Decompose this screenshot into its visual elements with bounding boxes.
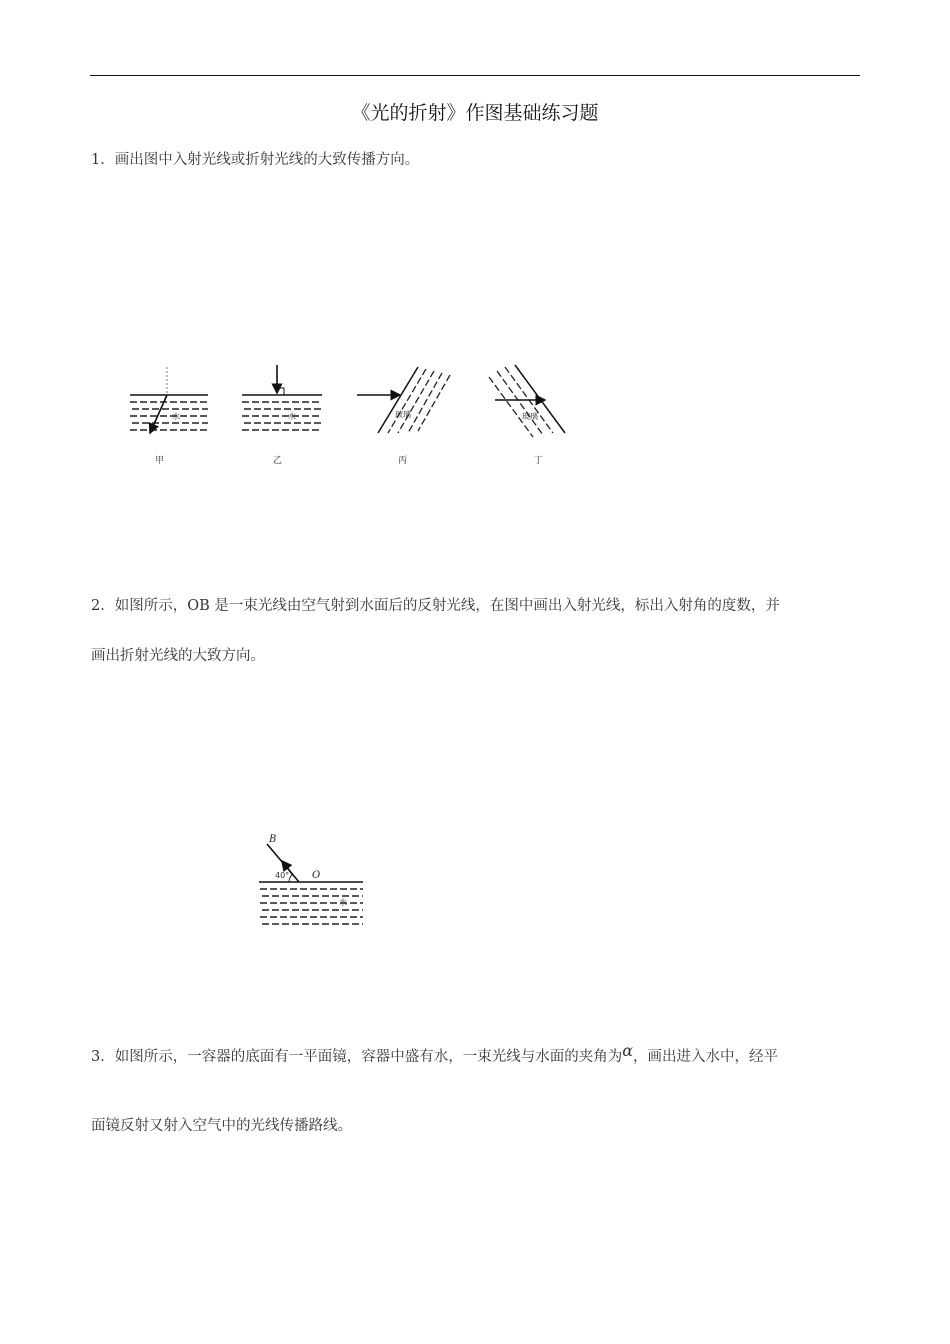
question-2-line-2: 画出折射光线的大致方向。 [91,648,265,664]
top-rule [90,75,860,76]
question-3-text-after: ，画出进入水中，经平 [633,1049,779,1065]
diagram-jia [130,367,208,466]
alpha-symbol: α [622,1041,634,1060]
label-jia: 甲 [155,456,165,466]
water-label-yi: 水 [288,412,296,421]
glass-label-bing: 玻璃 [395,410,411,419]
question-3-line-2: 面镜反射又射入空气中的光线传播路线。 [91,1118,352,1134]
angle-label: 40° [275,871,290,880]
diagram-bing [357,367,450,466]
figure-2 [255,830,370,930]
diagram-ding [489,365,565,466]
label-bing: 丙 [398,456,408,466]
point-b-label: B [269,834,277,845]
question-1-text: 1．画出图中入射光线或折射光线的大致传播方向。 [91,152,420,168]
glass-label-ding: 玻璃 [522,412,538,421]
point-o-label: O [312,870,321,881]
water-label-jia: 水 [172,412,180,421]
question-3-line-1 [91,1041,861,1066]
water-label-fig2: 水 [339,898,347,907]
figure-1 [120,355,580,475]
label-yi: 乙 [273,456,283,466]
diagram-yi [242,365,322,466]
question-3-text-before: 3．如图所示，一容器的底面有一平面镜，容器中盛有水，一束光线与水面的夹角为 [91,1049,623,1065]
page-title: 《光的折射》作图基础练习题 [351,102,599,124]
question-2-line-1: 2．如图所示，OB 是一束光线由空气射到水面后的反射光线，在图中画出入射光线，标出入射角的度数，并 [91,598,780,614]
label-ding: 丁 [534,456,544,466]
